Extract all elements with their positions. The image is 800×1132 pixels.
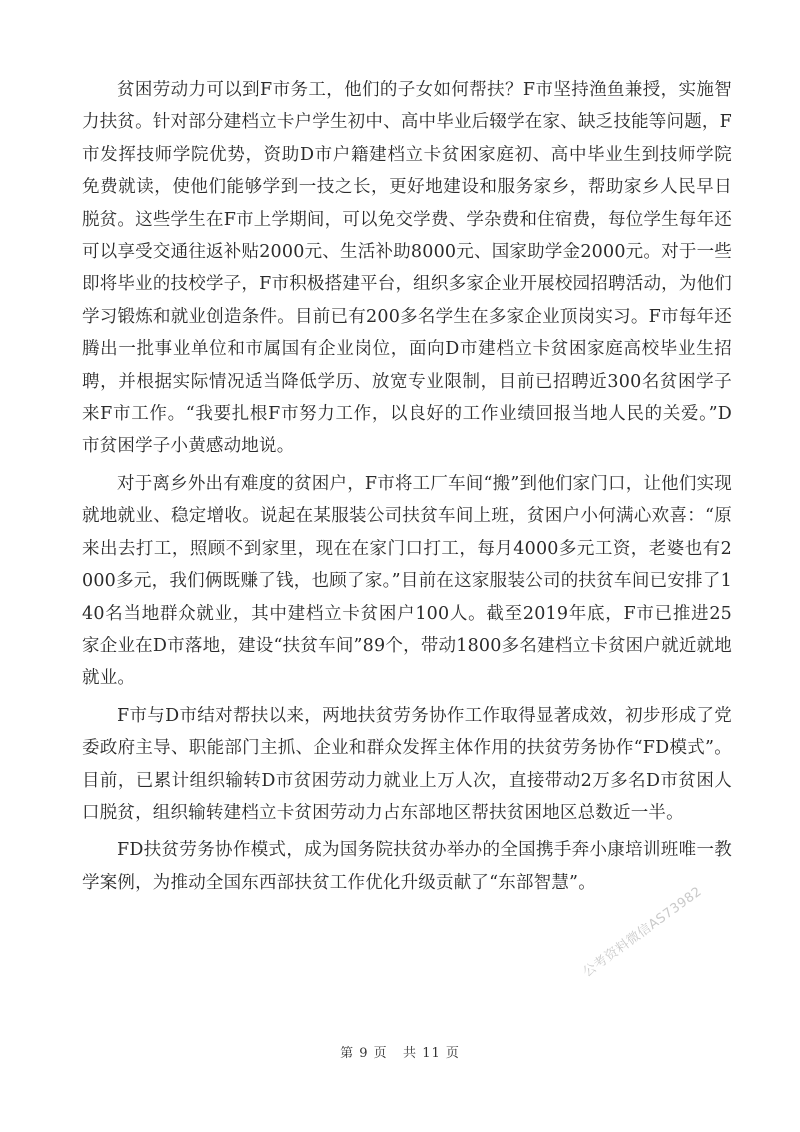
paragraph-4: FD扶贫劳务协作模式，成为国务院扶贫办举办的全国携手奔小康培训班唯一教学案例，为推动全国东西部扶贫工作优化升级贡献了“东部智慧”。	[82, 840, 732, 893]
paragraph-1: 贫困劳动力可以到F市务工，他们的子女如何帮扶？F市坚持渔鱼兼授，实施智力扶贫。针对部分建档立卡户学生初中、高中毕业后辍学在家、缺乏技能等问题，F市发挥技师学院优势，资助D市户籍建档立卡贫困家庭初、高中毕业生到技师学院免费就读，使他们能够学到一技之长，更好地建设和服务家乡，帮助家乡人民早日脱贫。这些学生在F市上学期间，可以免交学费、学杂费和住宿费，每位学生每年还可以享受交通往返补贴2000元、生活补助8000元、国家助学金2000元。对于一些即将毕业的技校学子，F市积极搭建平台，组织多家企业开展校园招聘活动，为他们学习锻炼和就业创造条件。目前已有200多名学生在多家企业顶岗实习。F市每年还腾出一批事业单位和市属国有企业岗位，面向D市建档立卡贫困家庭高校毕业生招聘，并根据实际情况适当降低学历、放宽专业限制，目前已招聘近300名贫困学子来F市工作。“我要扎根F市努力工作，以良好的工作业绩回报当地人民的关爱。”D市贫困学子小黄感动地说。	[82, 80, 732, 457]
page-footer: 第 9 页 共 11 页	[340, 1046, 460, 1061]
watermark-text: 公考资料微信AS73982	[580, 884, 705, 981]
paragraph-2: 对于离乡外出有难度的贫困户，F市将工厂车间“搬”到他们家门口，让他们实现就地就业、稳定增收。说起在某服装公司扶贫车间上班，贫困户小何满心欢喜：“原来出去打工，照顾不到家里，现在在家门口打工，每月4000多元工资，老婆也有2000多元，我们俩既赚了钱，也顾了家。”目前在这家服装公司的扶贫车间已安排了140名当地群众就业，其中建档立卡贫困户100人。截至2019年底，F市已推进25家企业在D市落地，建设“扶贫车间”89个，带动1800多名建档立卡贫困户就近就地就业。	[82, 473, 732, 689]
document-body	[82, 74, 732, 904]
paragraph-3: F市与D市结对帮扶以来，两地扶贫劳务协作工作取得显著成效，初步形成了党委政府主导、职能部门主抓、企业和群众发挥主体作用的扶贫劳务协作“FD模式”。目前，已累计组织输转D市贫困劳动力就业上万人次，直接带动2万多名D市贫困人口脱贫，组织输转建档立卡贫困劳动力占东部地区帮扶贫困地区总数近一半。	[82, 705, 732, 823]
